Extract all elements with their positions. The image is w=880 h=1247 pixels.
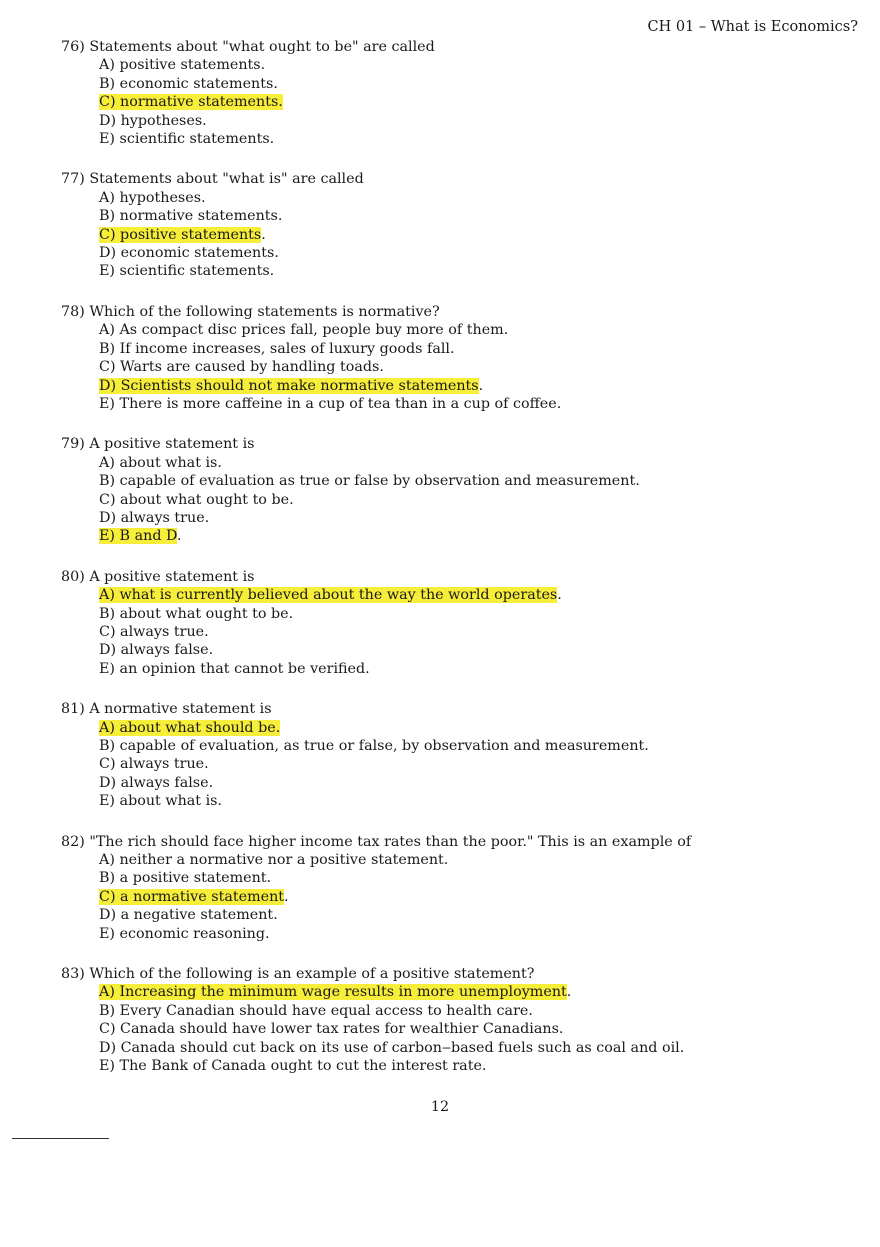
option-c-highlighted: C) a normative statement. xyxy=(99,888,289,905)
question-82 xyxy=(61,833,841,943)
question-80 xyxy=(61,568,841,678)
chapter-header: CH 01 – What is Economics? xyxy=(647,19,858,35)
question-81 xyxy=(61,700,841,810)
options-list xyxy=(99,719,841,811)
option-d: D) always false. xyxy=(99,774,214,791)
option-c: C) always true. xyxy=(99,623,209,640)
option-b: B) capable of evaluation as true or false by observation and measurement. xyxy=(99,473,640,490)
option-c: C) Warts are caused by handling toads. xyxy=(99,359,384,376)
option-b: B) Every Canadian should have equal access to health care. xyxy=(99,1002,533,1019)
option-a: A) positive statements. xyxy=(99,57,266,74)
option-d: D) Canada should cut back on its use of carbon‒based fuels such as coal and oil. xyxy=(99,1039,685,1056)
page-number: 12 xyxy=(430,1099,450,1115)
question-stem: 82) "The rich should face higher income tax rates than the poor." This is an example of xyxy=(61,833,692,850)
option-d: D) economic statements. xyxy=(99,245,279,262)
options-list xyxy=(99,851,841,943)
option-c: C) Canada should have lower tax rates for wealthier Canadians. xyxy=(99,1021,564,1038)
question-83 xyxy=(61,965,841,1075)
question-76 xyxy=(61,38,841,148)
question-stem: 83) Which of the following is an example of a positive statement? xyxy=(61,966,535,983)
option-a-highlighted: A) about what should be. xyxy=(99,719,281,736)
option-e: E) scientific statements. xyxy=(99,263,275,280)
option-b: B) a positive statement. xyxy=(99,870,272,887)
option-e-highlighted: E) B and D. xyxy=(99,528,182,545)
options-list xyxy=(99,983,841,1075)
option-a-highlighted: A) Increasing the minimum wage results in more unemployment. xyxy=(99,984,572,1001)
option-e: E) about what is. xyxy=(99,793,223,810)
option-e: E) scientific statements. xyxy=(99,131,275,148)
option-a: A) As compact disc prices fall, people buy more of them. xyxy=(99,322,509,339)
option-a: A) hypotheses. xyxy=(99,189,206,206)
option-d: D) always false. xyxy=(99,642,214,659)
question-stem: 78) Which of the following statements is normative? xyxy=(61,303,440,320)
question-79 xyxy=(61,435,841,545)
options-list xyxy=(99,586,841,678)
question-stem: 79) A positive statement is xyxy=(61,436,255,453)
option-b: B) about what ought to be. xyxy=(99,605,294,622)
question-list xyxy=(61,38,841,1098)
option-c-highlighted: C) normative statements. xyxy=(99,94,283,111)
option-c: C) always true. xyxy=(99,756,209,773)
option-e: E) an opinion that cannot be verified. xyxy=(99,660,370,677)
option-b: B) capable of evaluation, as true or false, by observation and measurement. xyxy=(99,738,649,754)
question-stem: 77) Statements about "what is" are called xyxy=(61,171,364,188)
option-e: E) There is more caffeine in a cup of tea than in a cup of coffee. xyxy=(99,395,562,412)
options-list xyxy=(99,56,841,148)
options-list xyxy=(99,454,841,546)
option-a: A) neither a normative nor a positive statement. xyxy=(99,852,449,869)
option-a: A) about what is. xyxy=(99,454,222,471)
option-d: D) hypotheses. xyxy=(99,112,207,129)
option-b: B) normative statements. xyxy=(99,208,283,225)
question-stem: 81) A normative statement is xyxy=(61,701,272,718)
question-stem: 80) A positive statement is xyxy=(61,568,255,585)
option-e: E) The Bank of Canada ought to cut the interest rate. xyxy=(99,1058,487,1075)
option-b: B) If income increases, sales of luxury goods fall. xyxy=(99,340,455,357)
options-list xyxy=(99,189,841,281)
question-78 xyxy=(61,303,841,413)
option-d: D) a negative statement. xyxy=(99,907,278,924)
option-d: D) always true. xyxy=(99,509,210,526)
option-a-highlighted: A) what is currently believed about the way the world operates. xyxy=(99,587,562,604)
option-b: B) economic statements. xyxy=(99,75,278,92)
option-e: E) economic reasoning. xyxy=(99,925,270,942)
option-d-highlighted: D) Scientists should not make normative statements. xyxy=(99,377,484,394)
question-77 xyxy=(61,170,841,280)
option-c-highlighted: C) positive statements. xyxy=(99,226,266,243)
question-stem: 76) Statements about "what ought to be" are called xyxy=(61,39,435,55)
option-c: C) about what ought to be. xyxy=(99,491,294,508)
footnote-divider xyxy=(12,1138,109,1139)
options-list xyxy=(99,321,841,413)
